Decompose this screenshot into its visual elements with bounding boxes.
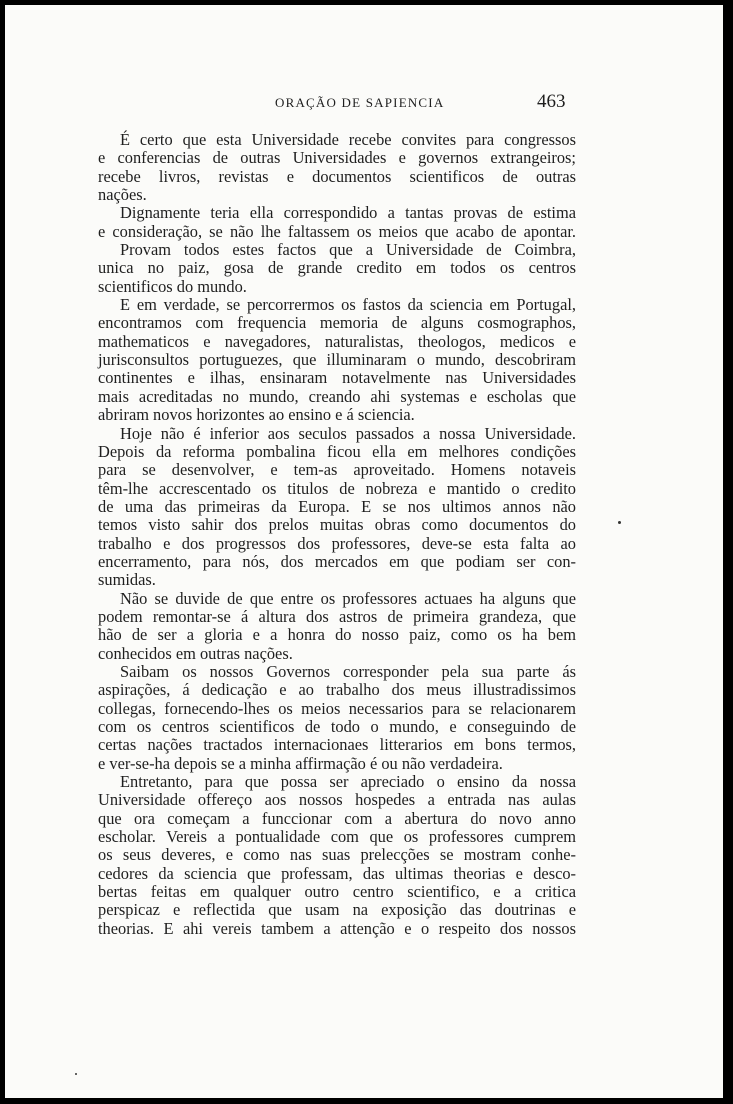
text-line: os seus deveres, e como nas suas prelecções se mostram conhe- (98, 845, 576, 865)
text-line: continentes e ilhas, ensinaram notavelmente nas Universidades (98, 368, 576, 388)
text-line: que ora começam a funccionar com a abertura do novo anno (98, 808, 576, 828)
text-line: mais acreditadas no mundo, creando ahi systemas e escholas que (98, 386, 576, 406)
text-line: É certo que esta Universidade recebe convites para congressos (120, 130, 576, 149)
text-line: collegas, fornecendo-lhes os meios necessarios para se relacionarem (98, 698, 576, 718)
text-line: escholar. Vereis a pontualidade com que os professores cumprem (98, 827, 576, 847)
text-line: Depois da reforma pombalina ficou ella em melhores condições (98, 441, 576, 461)
text-line: têm-lhe accrescentado os titulos de nobreza e mantido o credito (98, 478, 576, 498)
text-line: perspicaz e reflectida que usam na exposição das doutrinas e (98, 900, 576, 920)
text-line: Não se duvide de que entre os professores actuaes ha alguns que (120, 588, 576, 608)
text-line: trabalho e dos progressos dos professores, deve-se esta falta ao (98, 533, 576, 553)
text-line: sumidas. (98, 570, 156, 590)
running-title: ORAÇÃO DE SAPIENCIA (275, 95, 445, 110)
text-line: mathematicos e navegadores, naturalistas, theologos, medicos e (98, 331, 576, 351)
text-line: scientificos do mundo. (98, 276, 247, 296)
text-line: temos visto sahir dos prelos muitas obras como documentos do (98, 515, 576, 535)
text-line: bertas feitas em qualquer outro centro scientifico, e a critica (98, 882, 576, 902)
text-line: e consideração, se não lhe faltassem os meios que acabo de apontar. (98, 221, 576, 241)
text-line: Entretanto, para que possa ser apreciado o ensino da nossa (120, 772, 576, 792)
body-text (98, 131, 576, 938)
text-line: recebe livros, revistas e documentos scientificos de outras (98, 166, 576, 186)
text-line: hão de ser a gloria e a honra do nosso paiz, como os ha bem (98, 625, 576, 645)
paper-speck (75, 1073, 77, 1075)
paper-speck (618, 521, 621, 524)
text-line: Hoje não é inferior aos seculos passados a nossa Universidade. (120, 423, 576, 443)
text-line: Dignamente teria ella correspondido a tantas provas de estima (120, 203, 576, 223)
text-line: de uma das primeiras da Europa. E se nos ultimos annos não (98, 496, 576, 516)
text-line: Provam todos estes factos que a Universidade de Coimbra, (120, 240, 576, 260)
text-line: aspirações, á dedicação e ao trabalho dos meus illustradissimos (98, 680, 576, 700)
page-number: 463 (537, 91, 566, 112)
text-line: e conferencias de outras Universidades e governos extrangeiros; (98, 148, 576, 168)
text-line: Universidade offereço aos nossos hospedes a entrada nas aulas (98, 790, 576, 810)
running-head (5, 91, 723, 115)
text-line: conhecidos em outras nações. (98, 643, 293, 663)
text-line: cedores da sciencia que professam, das ultimas theorias e desco- (98, 863, 576, 883)
text-line: unica no paiz, gosa de grande credito em todos os centros (98, 258, 576, 278)
text-line: abriram novos horizontes ao ensino e á sciencia. (98, 405, 415, 425)
text-line: e ver-se-ha depois se a minha affirmação é ou não verdadeira. (98, 753, 503, 773)
book-page (5, 5, 723, 1098)
text-line: E em verdade, se percorrermos os fastos da sciencia em Portugal, (120, 295, 576, 315)
text-line: jurisconsultos portuguezes, que illuminaram o mundo, descobriram (98, 350, 576, 370)
text-line: com os centros scientificos de todo o mundo, e conseguindo de (98, 717, 576, 736)
text-line: podem remontar-se á altura dos astros de primeira grandeza, que (98, 606, 576, 626)
text-line: encerramento, para nós, dos mercados em que podiam ser con- (98, 551, 576, 571)
text-line: Saibam os nossos Governos corresponder pela sua parte ás (120, 661, 576, 681)
text-line: nações. (98, 185, 147, 205)
text-line: theorias. E ahi vereis tambem a attenção e o respeito dos nossos (98, 918, 576, 938)
text-line: encontramos com frequencia memoria de alguns cosmographos, (98, 313, 576, 333)
text-line: para se desenvolver, e tem-as aproveitado. Homens notaveis (98, 460, 576, 480)
text-line: certas nações tractados internacionaes litterarios em bons termos, (98, 735, 576, 755)
